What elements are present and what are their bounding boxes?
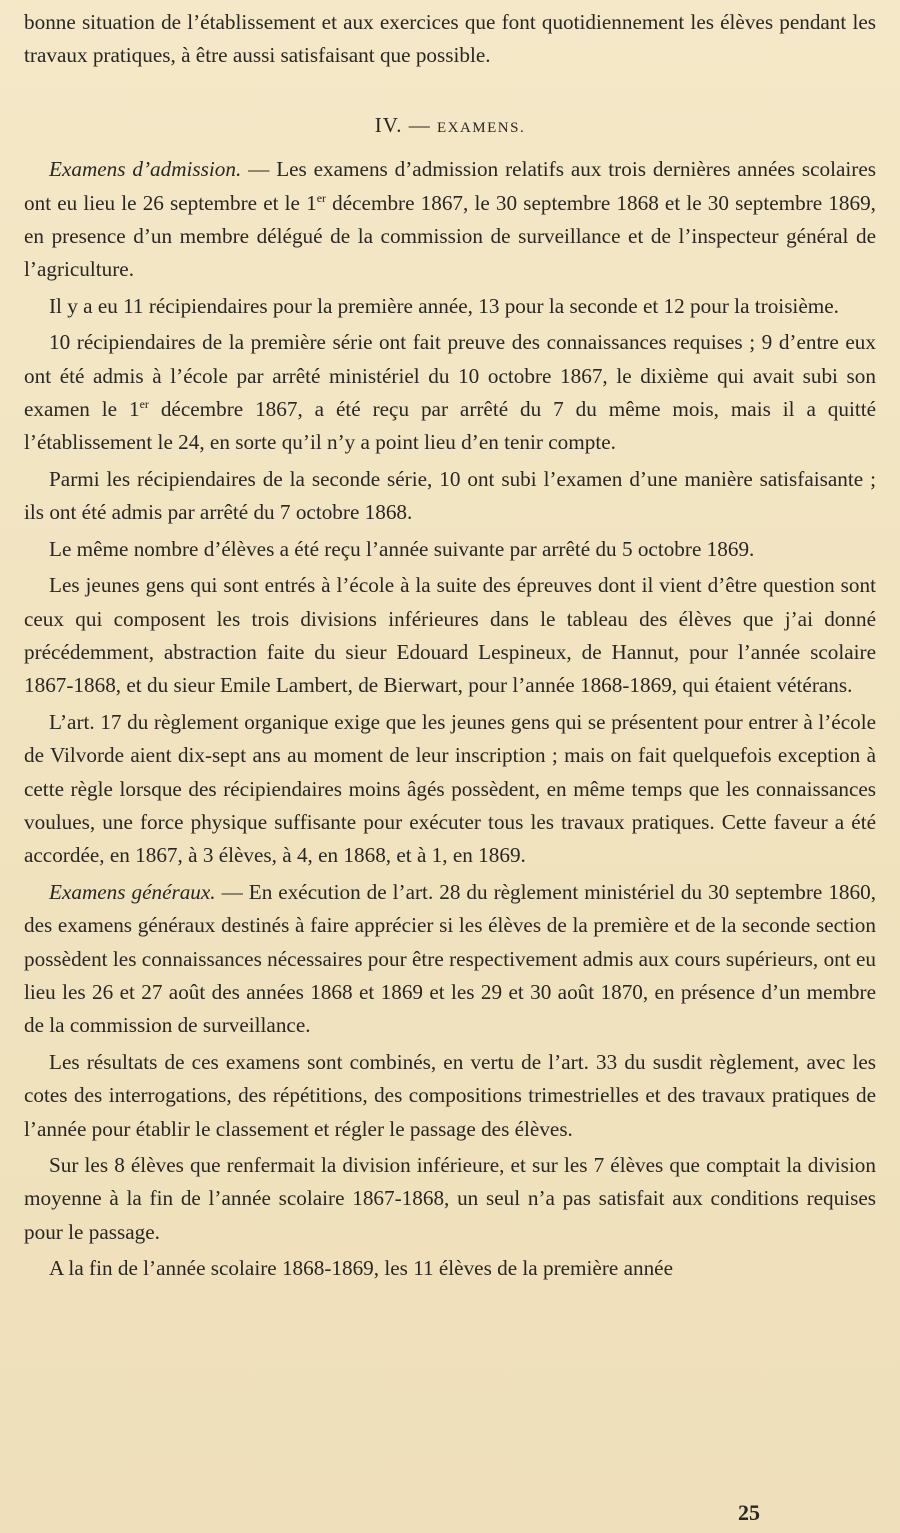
page-number: 25 xyxy=(738,1500,760,1525)
paragraph-11: A la fin de l’année scolaire 1868-1869, les 11 élèves de la première année xyxy=(49,1256,673,1281)
paragraph-6: Les jeunes gens qui sont entrés à l’école à la suite des épreuves dont il vient d’être question sont ceux qui composent les trois divisions inférieures dans le tableau des élèves que j’ai donné précédemment, abstraction faite du sieur Edouard Lespineux, de Hannut, pour l’année scolaire 1867-1868, et du sieur Emile Lambert, de Bierwart, pour l’année 1868-1869, qui étaient vétérans. xyxy=(24,573,876,698)
paragraph-general-exams xyxy=(24,876,876,1043)
admission-text-a: — Les examens d’admission relatifs aux trois dernières années scolaires ont eu lieu le 26 septembre et le 1 xyxy=(24,157,876,215)
heading-number: IV. xyxy=(374,112,403,137)
section-heading xyxy=(24,109,876,145)
paragraph-4: Parmi les récipiendaires de la seconde série, 10 ont subi l’examen d’une manière satisfaisante ; ils ont été admis par arrêté du 7 octobre 1868. xyxy=(24,466,876,525)
general-exams-text: — En exécution de l’art. 28 du règlement ministériel du 30 septembre 1860, des examens généraux destinés à faire apprécier si les élèves de la première et de la seconde section possèdent les connaissances nécessaires pour être respectivement admis aux cours supérieurs, ont eu lieu les 26 et 27 août des années 1868 et 1869 et les 29 et 30 août 1870, en présence d’un membre de la commission de surveillance. xyxy=(24,879,876,1038)
paragraph-admission xyxy=(24,153,876,287)
admission-text-b: décembre 1867, le 30 septembre 1868 et le 30 septembre 1869, en presence d’un membre délégué de la commission de surveillance et de l’inspecteur général de l’agriculture. xyxy=(24,190,876,282)
paragraph-10: Sur les 8 élèves que renfermait la division inférieure, et sur les 7 élèves que comptait la division moyenne à la fin de l’année scolaire 1867-1868, un seul n’a pas satisfait aux conditions requises pour le passage. xyxy=(24,1153,876,1244)
paragraph-2: Il y a eu 11 récipiendaires pour la première année, 13 pour la seconde et 12 pour la troisième. xyxy=(49,293,839,318)
p3-text-b: décembre 1867, a été reçu par arrêté du 7 du même mois, mais il a quitté l’établissement le 24, en sorte qu’il n’y a point lieu d’en tenir compte. xyxy=(24,397,877,455)
body-text xyxy=(24,6,876,1286)
paragraph-7: L’art. 17 du règlement organique exige que les jeunes gens qui se présentent pour entrer à l’école de Vilvorde aient dix-sept ans au moment de leur inscription ; mais on fait quelquefois exception à cette règle lorsque des récipiendaires moins âgés possèdent, en même temps que les connaissances voulues, une force physique suffisante pour exécuter tous les travaux pratiques. Cette faveur a été accordée, en 1867, à 3 élèves, à 4, en 1868, et à 1, en 1869. xyxy=(24,709,876,868)
superscript: er xyxy=(316,190,327,205)
intro-paragraph: bonne situation de l’établissement et aux exercices que font quotidiennement les élèves pendant les travaux pratiques, à être aussi satisfaisant que possible. xyxy=(24,10,876,68)
heading-dash: — xyxy=(402,112,437,137)
p3-text-a: 10 récipiendaires de la première série ont fait preuve des connaissances requises ; 9 d’entre eux ont été admis à l’école par arrêté ministériel du 10 octobre 1867, le dixième qui avait subi son examen le 1 xyxy=(24,330,876,422)
paragraph-5: Le même nombre d’élèves a été reçu l’année suivante par arrêté du 5 octobre 1869. xyxy=(49,536,755,561)
paragraph-3 xyxy=(24,326,876,460)
superscript: er xyxy=(139,397,149,411)
admission-title: Examens d’admission. xyxy=(49,157,242,182)
paragraph-9: Les résultats de ces examens sont combinés, en vertu de l’art. 33 du susdit règlement, avec les cotes des interrogations, des répétitions, des compositions trimestrielles et des travaux pratiques de l’année pour établir le classement et régler le passage des élèves. xyxy=(24,1049,876,1141)
general-exams-title: Examens généraux. xyxy=(49,879,216,904)
heading-text: EXAMENS. xyxy=(436,119,526,136)
